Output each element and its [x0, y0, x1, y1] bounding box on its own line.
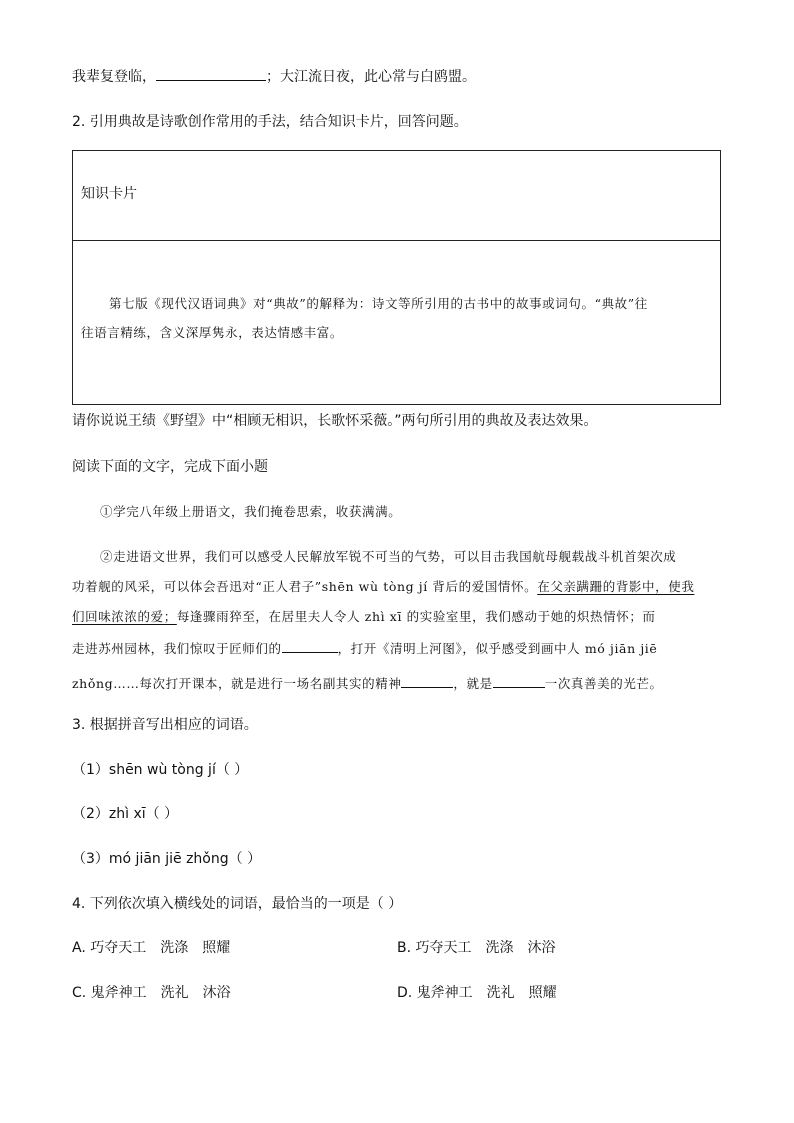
underlined-sentence: 在父亲蹒跚的背影中，使我: [537, 579, 695, 594]
reading-paragraph-2-line-3: [72, 608, 656, 626]
answer-blank: [282, 638, 338, 653]
reading-text: ，打开《清明上河图》，似乎感受到画中人 mó jiān jiē: [337, 641, 658, 656]
poem-text-before: 我辈复登临，: [72, 69, 156, 85]
reading-intro: 阅读下面的文字，完成下面小题: [72, 459, 268, 475]
reading-text: 一次真善美的光芒。: [544, 676, 663, 691]
reading-text: 走进苏州园林，我们惊叹于匠师们的: [72, 641, 282, 656]
question-3-item-2: （2）zhì xī（ ）: [72, 806, 179, 822]
underlined-sentence-end: 们回味浓浓的爱；: [72, 609, 177, 624]
card-divider: [73, 240, 720, 241]
reading-text: zhǒng……每次打开课本，就是进行一场名副其实的精神: [72, 676, 402, 691]
reading-paragraph-2-line-5: [72, 673, 663, 693]
card-title: 知识卡片: [81, 186, 137, 202]
reading-paragraph-2-line-1: ②走进语文世界，我们可以感受人民解放军锐不可当的气势，可以目击我国航母舰载战斗机首架次成: [100, 549, 677, 564]
option-b: B. 巧夺天工 洗涤 沐浴: [397, 940, 556, 956]
question-4-prompt: 4. 下列依次填入横线处的词语，最恰当的一项是（ ）: [72, 896, 403, 912]
card-paragraph-line-1: 第七版《现代汉语词典》对“典故”的解释为：诗文等所引用的古书中的故事或词句。“典故”往: [109, 296, 648, 311]
card-paragraph-line-2: 往语言精练，含义深厚隽永，表达情感丰富。: [81, 325, 344, 340]
poem-text-after: ；大江流日夜，此心常与白鸥盟。: [266, 69, 476, 85]
question-2-prompt: 2. 引用典故是诗歌创作常用的手法，结合知识卡片，回答问题。: [72, 114, 468, 130]
question-3-item-3: （3）mó jiān jiē zhǒng（ ）: [72, 851, 262, 867]
reading-text: 每逢骤雨猝至，在居里夫人令人 zhì xī 的实验室里，我们感动于她的炽热情怀；而: [176, 609, 656, 624]
answer-blank: [156, 66, 266, 81]
question-3-prompt: 3. 根据拼音写出相应的词语。: [72, 717, 258, 733]
answer-blank: [401, 673, 453, 688]
reading-paragraph-2-line-4: [72, 638, 657, 658]
reading-paragraph-2-line-2: [72, 578, 694, 596]
reading-paragraph-1: ①学完八年级上册语文，我们掩卷思索，收获满满。: [100, 504, 402, 519]
poem-line: [72, 66, 476, 86]
knowledge-card: [72, 150, 721, 405]
question-3-item-1: （1）shēn wù tòng jí（ ）: [72, 762, 249, 778]
reading-text: ，就是: [453, 676, 493, 691]
question-2-text: 请你说说王绩《野望》中“相顾无相识，长歌怀采薇。”两句所引用的典故及表达效果。: [72, 413, 598, 429]
option-d: D. 鬼斧神工 洗礼 照耀: [397, 985, 557, 1001]
option-a: A. 巧夺天工 洗涤 照耀: [72, 940, 231, 956]
option-c: C. 鬼斧神工 洗礼 沐浴: [72, 985, 231, 1001]
reading-text: 功着舰的风采，可以体会吾迅对“正人君子”shēn wù tòng jí 背后的爱国情怀。: [72, 579, 538, 594]
answer-blank: [493, 673, 545, 688]
